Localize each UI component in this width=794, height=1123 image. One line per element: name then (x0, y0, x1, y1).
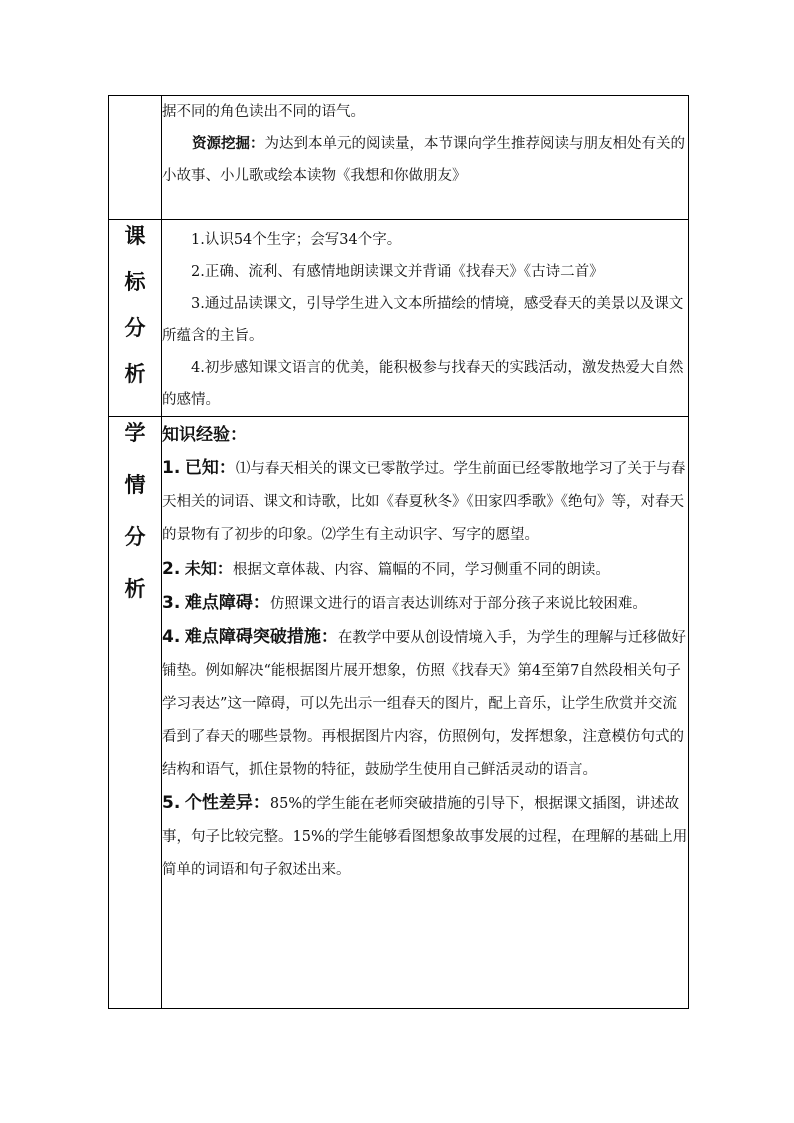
goal-item: 1.认识54个生字；会写34个字。 (191, 232, 402, 248)
row-label-empty (109, 96, 162, 220)
analysis-item-known: 1. 已知：⑴与春天相关的课文已零散学过。学生前面已经零散地学习了关于与春天相关的词语、课文和诗歌，比如《春夏秋冬》《田家四季歌》《绝句》等，对春天的景物有了初步的印象。⑵学生有主动识字、写字的愿望。 (162, 458, 686, 543)
curriculum-analysis-label (109, 220, 162, 417)
goal-item: 3.通过品读课文，引导学生进入文本所描绘的情境，感受春天的美景以及课文所蕴含的主旨。 (162, 296, 684, 344)
item-text: 在教学中要从创设情境入手，为学生的理解与迁移做好铺垫。例如解决“能根据图片展开想象，仿照《找春天》第4至第7自然段相关句子学习表达”这一障碍，可以先出示一组春天的图片，配上音乐，让学生欣赏并交流看到了春天的哪些景物。再根据图片内容，仿照例句，发挥想象，注意模仿句式的结构和语气，抓住景物的特征，鼓励学生使用自己鲜活灵动的语言。 (162, 630, 686, 778)
paragraph-resource-mining (162, 128, 688, 192)
analysis-item-differences: 5. 个性差异：85%的学生能在老师突破措施的引导下，根据课文插图，讲述故事，句子比较完整。15%的学生能够看图想象故事发展的过程，在理解的基础上用简单的词语和句子叙述出来。 (162, 793, 688, 878)
item-title: 难点障碍： (184, 593, 270, 613)
label-char: 析 (124, 362, 146, 386)
goal-item: 2.正确、流利、有感情地朗读课文并背诵《找春天》《古诗二首》 (191, 264, 604, 280)
item-text: 根据文章体裁、内容、篇幅的不同，学习侧重不同的朗读。 (232, 562, 610, 578)
table-row-student-analysis (109, 417, 689, 1009)
item-title: 个性差异： (184, 793, 270, 813)
analysis-item-difficulty: 3. 难点障碍：仿照课文进行的语言表达训练对于部分孩子来说比较困难。 (162, 593, 647, 613)
student-analysis-cell (162, 417, 689, 1009)
item-title: 已知： (184, 458, 236, 478)
goal-item: 4.初步感知课文语言的优美，能积极参与找春天的实践活动，激发热爱大自然的感情。 (162, 360, 684, 408)
label-char: 析 (124, 577, 146, 601)
label-char: 标 (124, 270, 146, 294)
analysis-item-unknown: 2. 未知：根据文章体裁、内容、篇幅的不同，学习侧重不同的朗读。 (162, 559, 610, 579)
item-title: 未知： (184, 559, 233, 578)
label-char: 学 (124, 421, 146, 445)
label-char: 分 (124, 525, 146, 549)
paragraph-reading-tone: 据不同的角色读出不同的语气。 (162, 104, 365, 120)
resources-cell (162, 96, 689, 220)
knowledge-experience-heading: 知识经验： (162, 425, 247, 445)
item-text: 仿照课文进行的语言表达训练对于部分孩子来说比较困难。 (269, 596, 647, 612)
label-char: 情 (124, 473, 146, 497)
resource-mining-text: 为达到本单元的阅读量，本节课向学生推荐阅读与朋友相处有关的小故事、小儿歌或绘本读物《我想和你做朋友》 (162, 136, 685, 184)
label-char: 分 (124, 316, 146, 340)
curriculum-analysis-cell (162, 220, 689, 417)
item-text: ⑴与春天相关的课文已零散学过。学生前面已经零散地学习了关于与春天相关的词语、课文和诗歌，比如《春夏秋冬》《田家四季歌》《绝句》等，对春天的景物有了初步的印象。⑵学生有主动识字、写字的愿望。 (162, 461, 686, 543)
analysis-item-breakthrough: 4. 难点障碍突破措施：在教学中要从创设情境入手，为学生的理解与迁移做好铺垫。例如解决“能根据图片展开想象，仿照《找春天》第4至第7自然段相关句子学习表达”这一障碍，可以先出示一组春天的图片，配上音乐，让学生欣赏并交流看到了春天的哪些景物。再根据图片内容，仿照例句，发挥想象，注意模仿句式的结构和语气，抓住景物的特征，鼓励学生使用自己鲜活灵动的语言。 (162, 627, 686, 778)
table-row-curriculum-analysis (109, 220, 689, 417)
label-char: 课 (124, 224, 146, 248)
item-text: 85%的学生能在老师突破措施的引导下，根据课文插图，讲述故事，句子比较完整。15%的学生能够看图想象故事发展的过程，在理解的基础上用简单的词语和句子叙述出来。 (162, 796, 688, 878)
table-row-resources (109, 96, 689, 220)
item-title: 难点障碍突破措施： (184, 627, 338, 647)
lesson-plan-table (108, 95, 689, 1009)
resource-mining-title: 资源挖掘： (192, 136, 265, 152)
student-analysis-label (109, 417, 162, 1009)
